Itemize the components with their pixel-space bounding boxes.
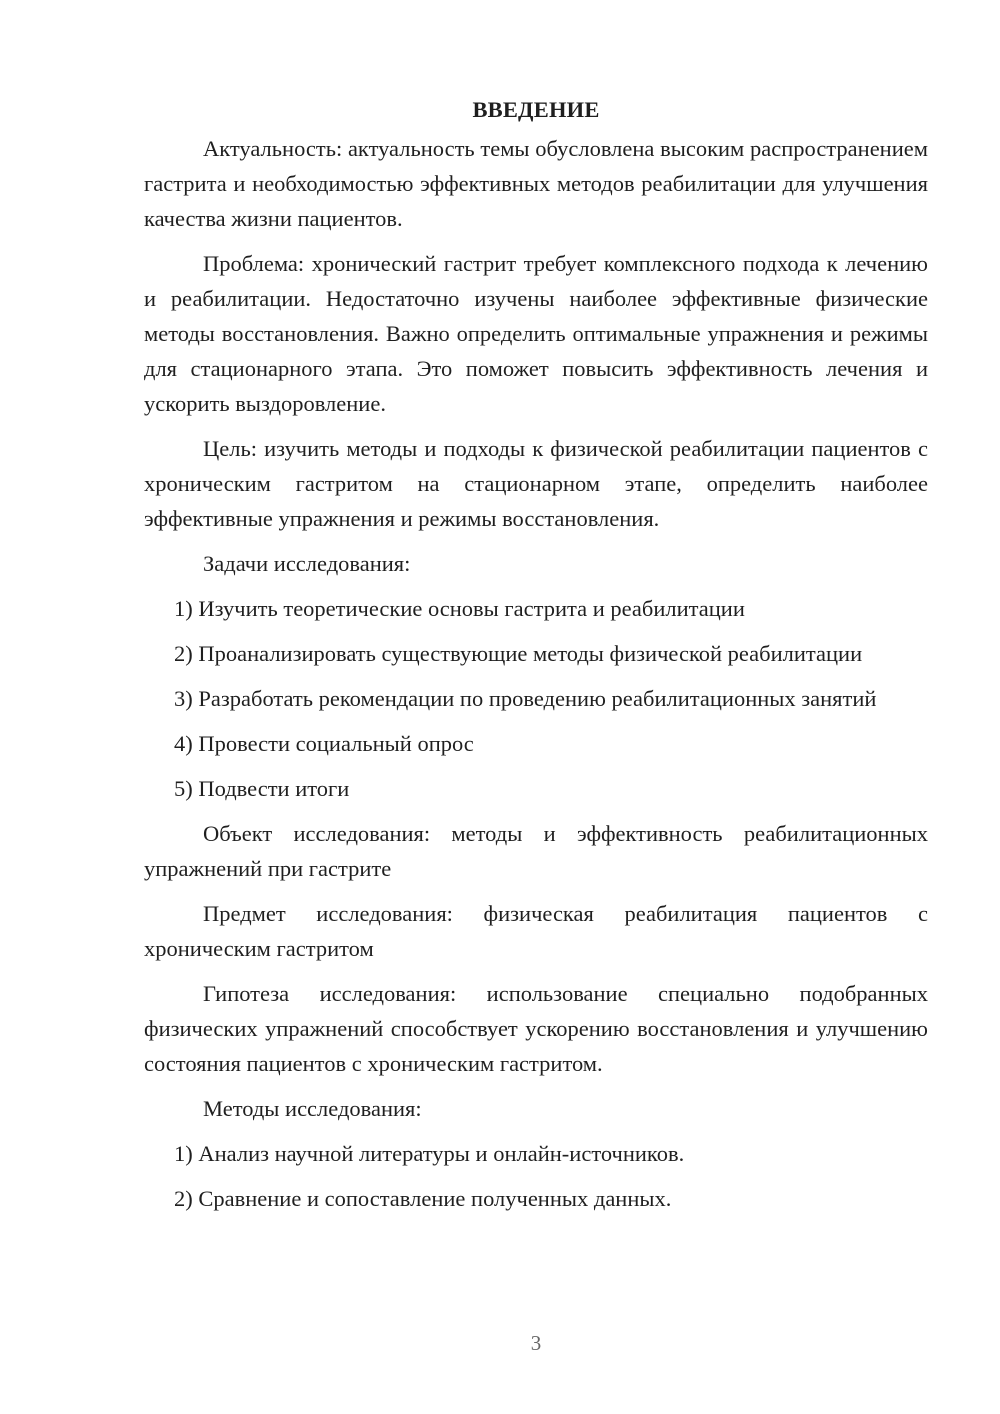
page-content bbox=[144, 92, 928, 1226]
tasks-title: Задачи исследования: bbox=[203, 551, 411, 576]
relevance-paragraph: Актуальность: актуальность темы обусловлена высоким распространением гастрита и необходимостью эффективных методов реабилитации для улучшения качества жизни пациентов. bbox=[144, 136, 928, 231]
task-item: 1) Изучить теоретические основы гастрита и реабилитации bbox=[174, 596, 745, 621]
methods-title: Методы исследования: bbox=[203, 1096, 422, 1121]
object-paragraph: Объект исследования: методы и эффективность реабилитационных упражнений при гастрите bbox=[144, 821, 928, 881]
task-item: 4) Провести социальный опрос bbox=[174, 731, 474, 756]
page-number: 3 bbox=[530, 1331, 542, 1355]
task-item: 2) Проанализировать существующие методы физической реабилитации bbox=[174, 641, 863, 666]
problem-paragraph: Проблема: хронический гастрит требует комплексного подхода к лечению и реабилитации. Недостаточно изучены наиболее эффективные физические методы восстановления. Важно определить оптимальные упражнения и режимы для стационарного этапа. Это поможет повысить эффективность лечения и ускорить выздоровление. bbox=[144, 251, 928, 416]
section-heading: ВВЕДЕНИЕ bbox=[472, 97, 600, 122]
task-item: 5) Подвести итоги bbox=[174, 776, 350, 801]
method-item: 1) Анализ научной литературы и онлайн-источников. bbox=[174, 1141, 685, 1166]
hypothesis-paragraph: Гипотеза исследования: использование специально подобранных физических упражнений способствует ускорению восстановления и улучшению состояния пациентов с хроническим гастритом. bbox=[144, 981, 928, 1076]
task-item: 3) Разработать рекомендации по проведению реабилитационных занятий bbox=[174, 686, 877, 711]
method-item: 2) Сравнение и сопоставление полученных данных. bbox=[174, 1186, 672, 1211]
goal-paragraph: Цель: изучить методы и подходы к физической реабилитации пациентов с хроническим гастритом на стационарном этапе, определить наиболее эффективные упражнения и режимы восстановления. bbox=[144, 436, 928, 531]
subject-paragraph: Предмет исследования: физическая реабилитация пациентов с хроническим гастритом bbox=[144, 901, 928, 961]
